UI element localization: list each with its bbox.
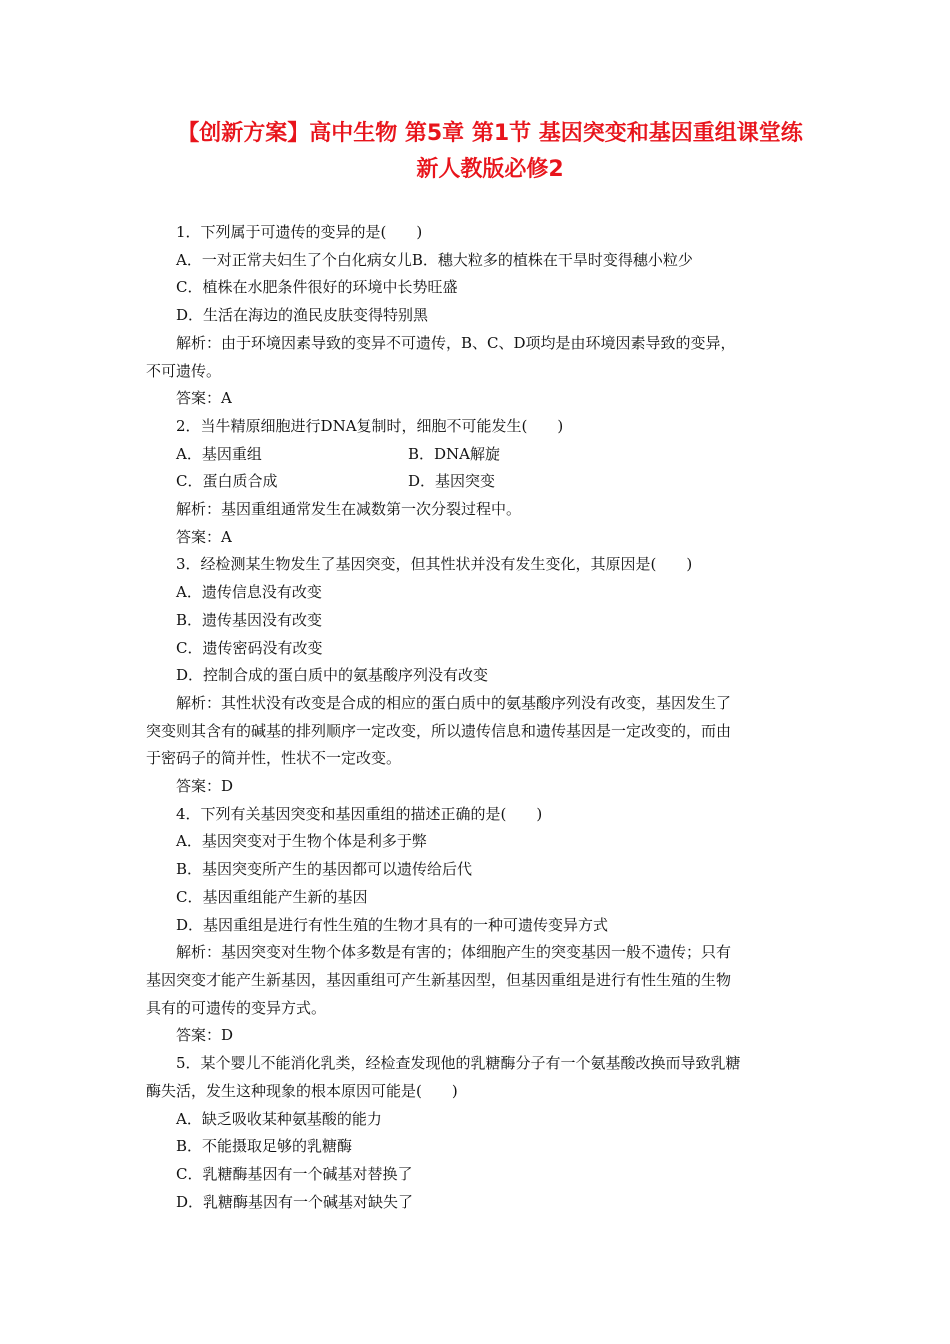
q2-stem: 2．当牛精原细胞进行DNA复制时，细胞不可能发生( ) <box>176 416 564 435</box>
q5-stem-line-1: 5．某个婴儿不能消化乳类，经检查发现他的乳糖酶分子有一个氨基酸改换而导致乳糖 <box>176 1054 741 1073</box>
q1-analysis-line-2: 不可遗传。 <box>146 361 222 380</box>
q4-analysis <box>146 939 810 1022</box>
q4-stem: 4．下列有关基因突变和基因重组的描述正确的是( ) <box>176 804 543 823</box>
q5-option-b: B．不能摄取足够的乳糖酶 <box>176 1137 353 1156</box>
q2-option-b: B．DNA解旋 <box>408 444 501 463</box>
q1-option-c: C．植株在水肥条件很好的环境中长势旺盛 <box>176 278 458 297</box>
q3-option-b: B．遗传基因没有改变 <box>176 610 323 629</box>
q4-option-d: D．基因重组是进行有性生殖的生物才具有的一种可遗传变异方式 <box>176 915 609 934</box>
q3-stem: 3．经检测某生物发生了基因突变，但其性状并没有发生变化，其原因是( ) <box>176 555 693 574</box>
q3-answer: 答案：D <box>176 777 234 796</box>
q4-analysis-line-2: 基因突变才能产生新基因，基因重组可产生新基因型，但基因重组是进行有性生殖的生物 <box>146 970 732 989</box>
q4-option-b: B．基因突变所产生的基因都可以遗传给后代 <box>176 860 473 879</box>
q5-option-a: A．缺乏吸收某种氨基酸的能力 <box>176 1109 382 1128</box>
q2-answer: 答案：A <box>176 527 232 546</box>
q3-option-a: A．遗传信息没有改变 <box>176 583 322 602</box>
q2-options-row-1 <box>146 441 810 469</box>
q5-option-c: C．乳糖酶基因有一个碱基对替换了 <box>176 1164 413 1183</box>
q5-stem <box>146 1050 810 1105</box>
q5-stem-line-2: 酶失活，发生这种现象的根本原因可能是( ) <box>146 1081 458 1100</box>
document-title: 【创新方案】高中生物 第5章 第1节 基因突变和基因重组课堂练 新人教版必修2 <box>177 121 803 182</box>
q4-analysis-line-3: 具有的可遗传的变异方式。 <box>146 998 327 1017</box>
q4-analysis-line-1: 解析：基因突变对生物个体多数是有害的；体细胞产生的突变基因一般不遗传；只有 <box>176 943 732 962</box>
q3-option-c: C．遗传密码没有改变 <box>176 638 323 657</box>
q2-option-d: D．基因突变 <box>408 472 496 491</box>
q2-option-c: C．蛋白质合成 <box>176 472 278 491</box>
q3-option-d: D．控制合成的蛋白质中的氨基酸序列没有改变 <box>176 666 489 685</box>
q3-analysis-line-3: 于密码子的简并性，性状不一定改变。 <box>146 749 402 768</box>
q1-analysis-line-1: 解析：由于环境因素导致的变异不可遗传，B、C、D项均是由环境因素导致的变异， <box>176 333 736 352</box>
q4-answer: 答案：D <box>176 1026 234 1045</box>
q5-option-d: D．乳糖酶基因有一个碱基对缺失了 <box>176 1192 414 1211</box>
q2-analysis: 解析：基因重组通常发生在减数第一次分裂过程中。 <box>176 500 522 519</box>
q3-analysis <box>146 690 810 773</box>
q4-option-c: C．基因重组能产生新的基因 <box>176 887 368 906</box>
q3-analysis-line-1: 解析：其性状没有改变是合成的相应的蛋白质中的氨基酸序列没有改变，基因发生了 <box>176 693 732 712</box>
document-body <box>146 219 810 1216</box>
q1-option-d: D．生活在海边的渔民皮肤变得特别黑 <box>176 306 429 325</box>
q3-analysis-line-2: 突变则其含有的碱基的排列顺序一定改变，所以遗传信息和遗传基因是一定改变的，而由 <box>146 721 732 740</box>
q4-option-a: A．基因突变对于生物个体是利多于弊 <box>176 832 427 851</box>
q2-options-row-2 <box>146 468 810 496</box>
q1-option-a-b: A．一对正常夫妇生了个白化病女儿B．穗大粒多的植株在干旱时变得穗小粒少 <box>176 250 693 269</box>
q1-analysis <box>146 330 810 385</box>
q2-option-a: A．基因重组 <box>176 444 262 463</box>
q1-answer: 答案：A <box>176 389 232 408</box>
q1-stem: 1．下列属于可遗传的变异的是( ) <box>176 223 423 241</box>
